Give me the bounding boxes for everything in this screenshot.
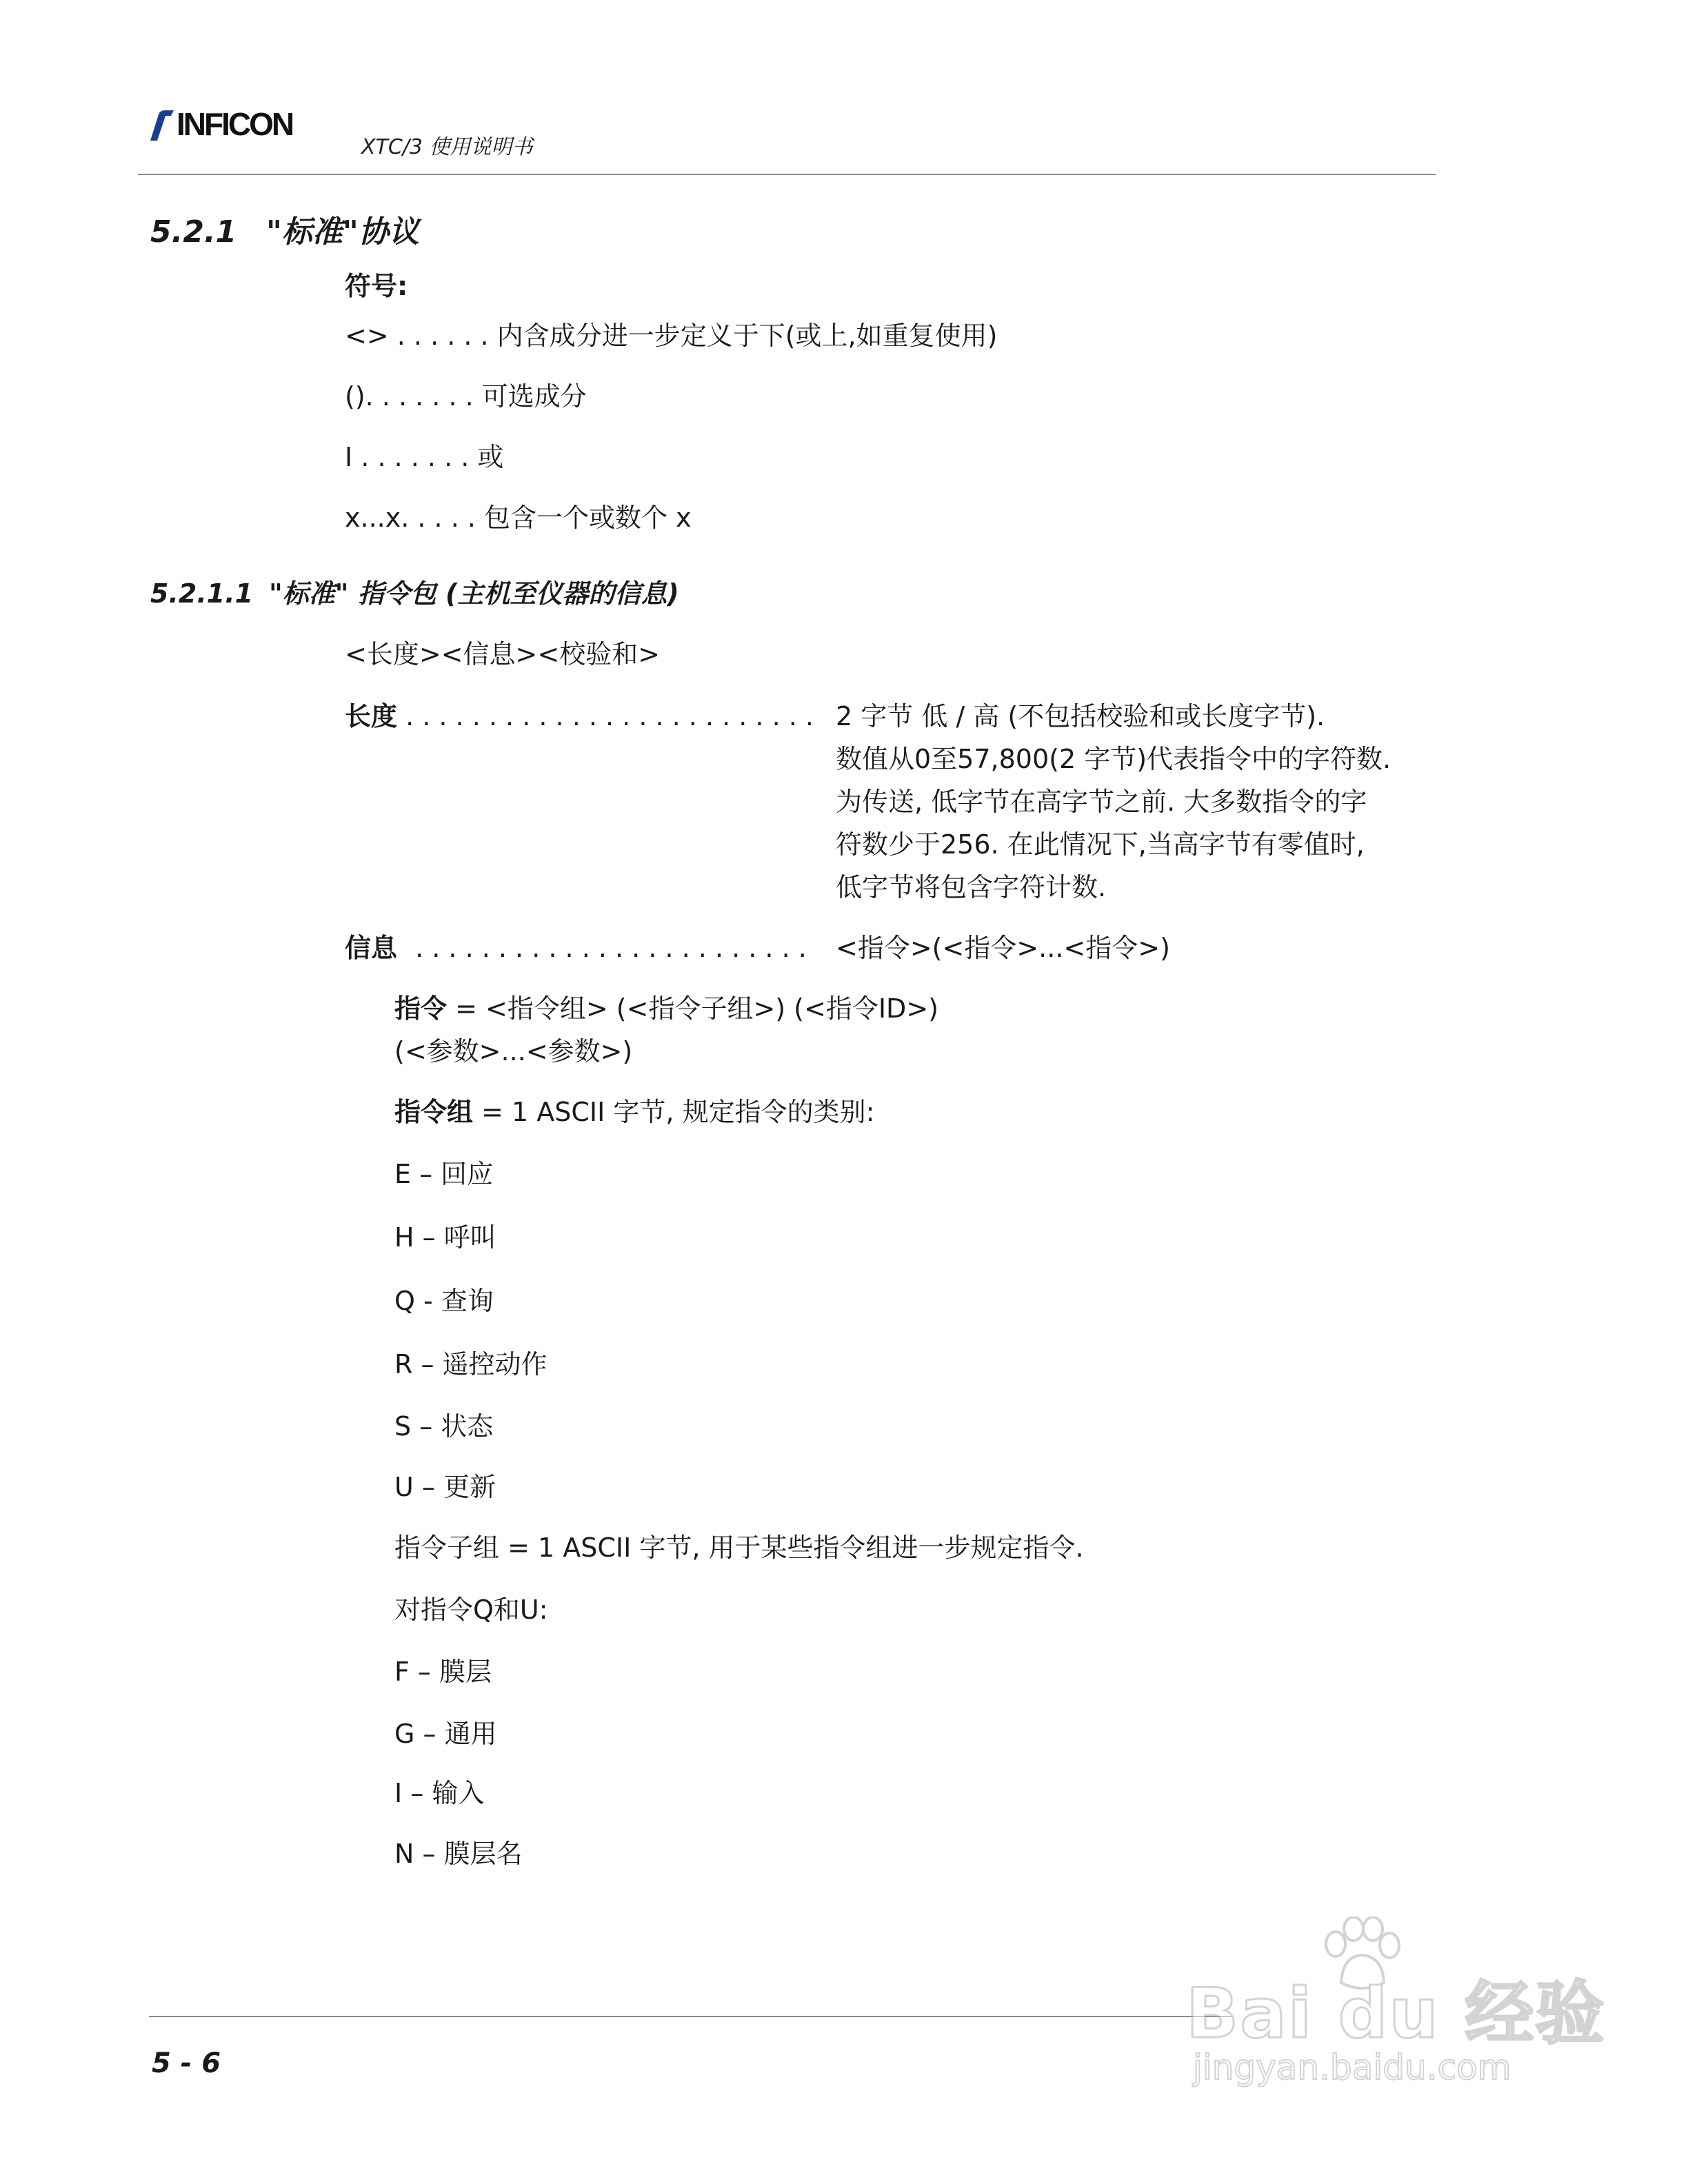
section-number: 5.2.1 bbox=[150, 214, 237, 250]
length-definition-line: 低字节将包含字符计数. bbox=[836, 872, 1107, 902]
length-definition-line: 2 字节 低 / 高 (不包括校验和或长度字节). bbox=[836, 701, 1325, 731]
command-group-item: S – 状态 bbox=[394, 1411, 494, 1442]
info-term-row bbox=[345, 927, 807, 964]
command-subgroup-item: I – 输入 bbox=[394, 1778, 485, 1808]
command-subgroup-item: G – 通用 bbox=[394, 1719, 497, 1749]
command-group-item: E – 回应 bbox=[394, 1159, 494, 1189]
page-number: 5 - 6 bbox=[152, 2048, 221, 2079]
length-definition-line: 数值从0至57,800(2 字节)代表指令中的字符数. bbox=[836, 744, 1391, 774]
symbol-item: (). . . . . . . 可选成分 bbox=[345, 381, 587, 412]
info-definition: <指令>(<指令>...<指令>) bbox=[836, 933, 1170, 963]
footer-divider bbox=[149, 2016, 1232, 2017]
command-group-definition: = 1 ASCII 字节, 规定指令的类别: bbox=[473, 1097, 875, 1127]
command-group-row bbox=[394, 1091, 874, 1129]
watermark-url: jingyan.baidu.com bbox=[1193, 2048, 1511, 2087]
watermark-brand: Bai du 经验 bbox=[1186, 1973, 1606, 2054]
baidu-watermark bbox=[1172, 1917, 1606, 2096]
command-subgroup-qu: 对指令Q和U: bbox=[394, 1595, 548, 1625]
command-subgroup-definition: 指令子组 = 1 ASCII 字节, 用于某些指令组进一步规定指令. bbox=[394, 1533, 1084, 1563]
section-title: "标准"协议 bbox=[266, 214, 419, 250]
command-row bbox=[394, 987, 938, 1025]
subsection-number: 5.2.1.1 bbox=[150, 578, 254, 609]
command-definition: = <指令组> (<指令子组>) (<指令ID>) bbox=[447, 993, 938, 1024]
packet-format: <长度><信息><校验和> bbox=[345, 639, 661, 669]
command-subgroup-item: F – 膜层 bbox=[394, 1657, 492, 1687]
command-group-term: 指令组 bbox=[394, 1097, 474, 1127]
length-definition-line: 为传送, 低字节在高字节之前. 大多数指令的字 bbox=[836, 787, 1367, 817]
info-term: 信息 bbox=[345, 933, 398, 963]
symbol-item: x...x. . . . . 包含一个或数个 x bbox=[345, 503, 692, 533]
command-term: 指令 bbox=[394, 993, 448, 1024]
subsection-title: "标准" 指令包 (主机至仪器的信息) bbox=[269, 578, 679, 609]
command-subgroup-item: N – 膜层名 bbox=[394, 1839, 523, 1869]
command-group-item: H – 呼叫 bbox=[394, 1222, 496, 1253]
logo-text: INFICON bbox=[177, 106, 293, 142]
info-leader: . . . . . . . . . . . . . . . . . . . . . . . . bbox=[415, 933, 807, 963]
command-definition-cont: (<参数>...<参数>) bbox=[394, 1036, 633, 1066]
length-definition-line: 符数少于256. 在此情况下,当高字节有零值时, bbox=[836, 829, 1365, 860]
length-term: 长度 bbox=[345, 701, 398, 731]
document-title: XTC/3 使用说明书 bbox=[361, 135, 533, 159]
inficon-logo bbox=[146, 103, 339, 145]
inficon-logo-icon bbox=[146, 110, 174, 141]
symbols-heading: 符号: bbox=[345, 271, 408, 301]
symbol-item: <> . . . . . . 内含成分进一步定义于下(或上,如重复使用) bbox=[345, 321, 998, 351]
command-group-item: Q - 查询 bbox=[394, 1286, 494, 1316]
section-heading bbox=[150, 207, 419, 251]
symbol-item: I . . . . . . . 或 bbox=[345, 442, 504, 472]
header-divider bbox=[138, 174, 1436, 175]
command-group-item: R – 遥控动作 bbox=[394, 1349, 547, 1379]
length-term-row bbox=[345, 695, 814, 733]
command-group-item: U – 更新 bbox=[394, 1472, 496, 1502]
subsection-heading bbox=[150, 572, 679, 610]
length-leader: . . . . . . . . . . . . . . . . . . . . . . . . . bbox=[405, 701, 814, 731]
